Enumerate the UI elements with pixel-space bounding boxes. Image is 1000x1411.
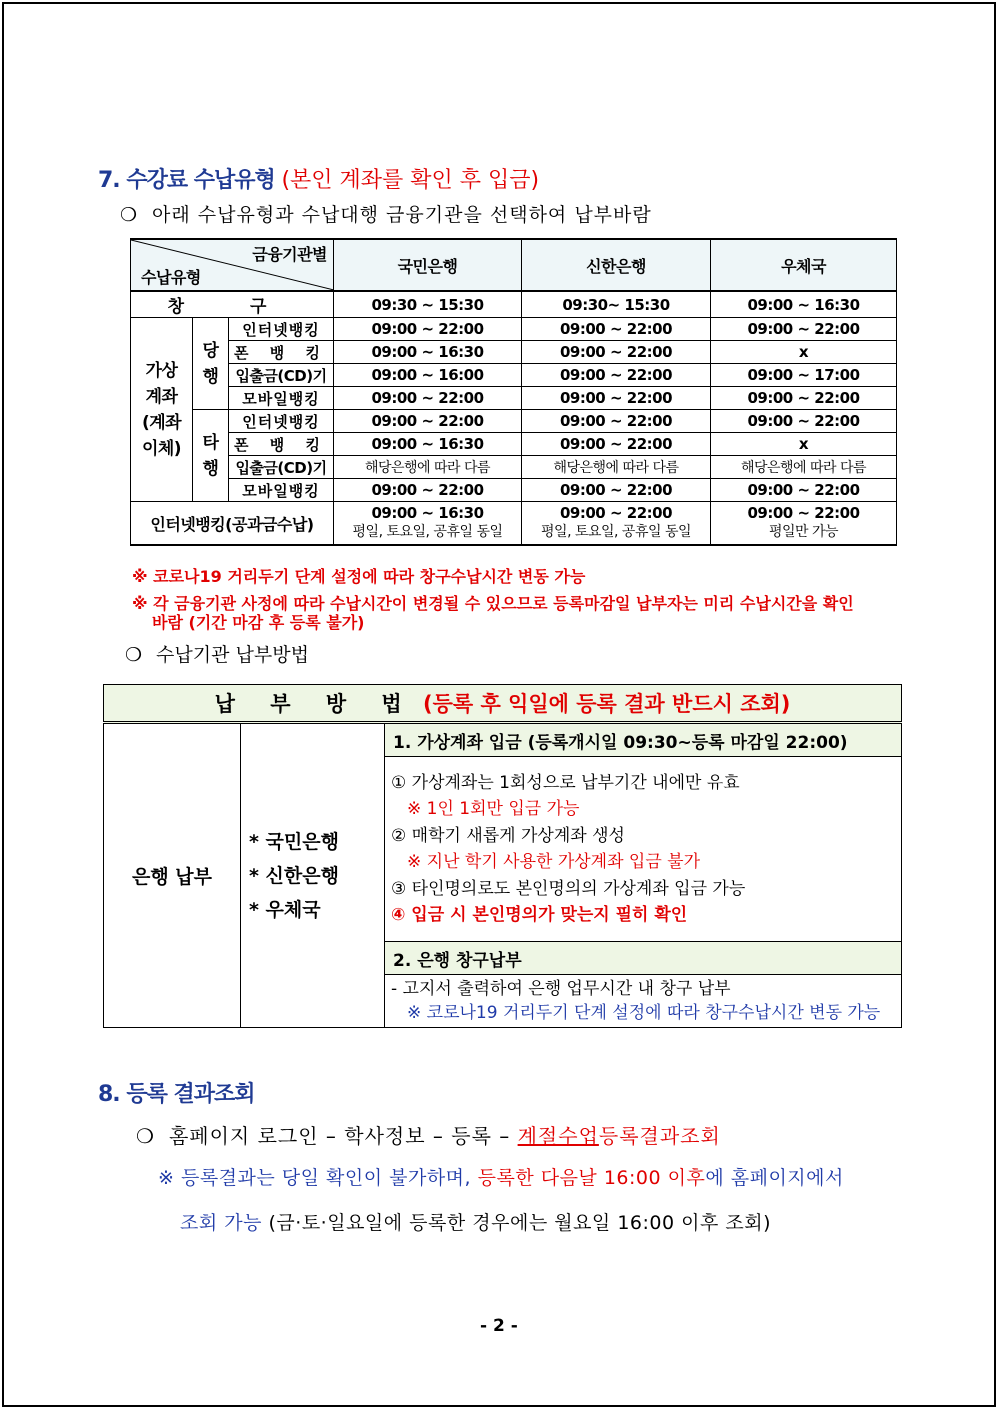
virtual-item-3: ③ 타인명의로도 본인명의의 가상계좌 입금 가능: [391, 878, 746, 899]
same-method-0: 인터넷뱅킹: [229, 318, 334, 341]
other-value-2-0: 해당은행에 따라 다름: [334, 456, 522, 479]
same-method-2: 입출금(CD)기: [229, 364, 334, 387]
section8-number: 8.: [98, 1082, 120, 1107]
result-note-1c: 에 홈페이지에서: [705, 1167, 844, 1189]
same-value-3-2: 09:00 ~ 22:00: [711, 387, 897, 410]
section8-title: 등록 결과조회: [126, 1082, 255, 1107]
other-value-3-0: 09:00 ~ 22:00: [334, 479, 522, 502]
result-path-end: 등록결과조회: [598, 1124, 721, 1148]
circle-bullet-icon: ❍: [125, 644, 143, 666]
other-value-0-1: 09:00 ~ 22:00: [522, 410, 711, 433]
same-value-0-2: 09:00 ~ 22:00: [711, 318, 897, 341]
same-value-3-1: 09:00 ~ 22:00: [522, 387, 711, 410]
page-number: - 2 -: [480, 1316, 518, 1336]
window-hours-kb: 09:30 ~ 15:30: [334, 291, 522, 318]
other-value-0-0: 09:00 ~ 22:00: [334, 410, 522, 433]
other-value-3-2: 09:00 ~ 22:00: [711, 479, 897, 502]
payment-method-table: [103, 684, 902, 1028]
same-value-3-0: 09:00 ~ 22:00: [334, 387, 522, 410]
virtual-item-2-note: ※ 지난 학기 사용한 가상계좌 입금 불가: [407, 852, 700, 872]
same-value-2-0: 09:00 ~ 16:00: [334, 364, 522, 387]
same-method-3: 모바일뱅킹: [229, 387, 334, 410]
section7-title-note: (본인 계좌를 확인 후 입금): [281, 168, 540, 193]
virtual-account-label: 가상 계좌 (계좌 이체): [131, 318, 193, 502]
same-method-1: 폰 뱅 킹: [229, 341, 334, 364]
payment-bank-post: * 우체국: [249, 898, 321, 921]
other-bank-label: 타 행: [193, 410, 229, 502]
other-value-2-1: 해당은행에 따라 다름: [522, 456, 711, 479]
result-path-start: 홈페이지 로그인 – 학사정보 – 등록 –: [168, 1124, 518, 1148]
same-value-0-1: 09:00 ~ 22:00: [522, 318, 711, 341]
public-hours-post: 09:00 ~ 22:00: [747, 504, 860, 522]
same-value-1-1: 09:00 ~ 22:00: [522, 341, 711, 364]
result-note-2b: (금·토·일요일에 등록한 경우에는 월요일 16:00 이후 조회): [268, 1212, 771, 1234]
public-cell-post: [711, 502, 897, 546]
bank-window-item: - 고지서 출력하여 은행 업무시간 내 창구 납부: [391, 979, 731, 999]
public-days-kb: 평일, 토요일, 공휴일 동일: [352, 524, 503, 540]
payment-method-heading-text: 수납기관 납부방법: [156, 644, 309, 666]
result-note-line2: [180, 1208, 771, 1235]
other-method-1: 폰 뱅 킹: [229, 433, 334, 456]
public-hours-kb: 09:00 ~ 16:30: [371, 504, 484, 522]
public-days-post: 평일만 가능: [768, 524, 839, 540]
public-hours-shinhan: 09:00 ~ 22:00: [560, 504, 673, 522]
virtual-item-2: ② 매학기 새롭게 가상계좌 생성: [391, 825, 625, 846]
payment-method-heading: [125, 640, 309, 667]
table1-corner-cell: [131, 239, 334, 291]
window-hours-post: 09:00 ~ 16:30: [711, 291, 897, 318]
note-deadline-2: 바람 (기간 마감 후 등록 불가): [152, 613, 365, 632]
section7-title: 수강료 수납유형: [126, 168, 275, 193]
virtual-item-1-note: ※ 1인 1회만 입금 가능: [407, 799, 580, 819]
note-covid: ※ 코로나19 거리두기 단계 설정에 따라 창구수납시간 변동 가능: [132, 567, 586, 586]
other-method-2: 입출금(CD)기: [229, 456, 334, 479]
other-value-1-2: x: [711, 433, 897, 456]
same-bank-label: 당 행: [193, 318, 229, 410]
bank-window-items: [385, 975, 902, 1028]
bank-window-note: ※ 코로나19 거리두기 단계 설정에 따라 창구수납시간 변동 가능: [407, 1003, 881, 1023]
section7-intro-text: 아래 수납유형과 수납대행 금융기관을 선택하여 납부바람: [152, 204, 652, 226]
virtual-account-title: 1. 가상계좌 입금 (등록개시일 09:30~등록 마감일 22:00): [385, 723, 902, 757]
public-days-shinhan: 평일, 토요일, 공휴일 동일: [541, 524, 692, 540]
same-value-2-2: 09:00 ~ 17:00: [711, 364, 897, 387]
section7-intro: [120, 200, 652, 227]
bank-header-kb: 국민은행: [334, 239, 522, 291]
other-value-1-0: 09:00 ~ 16:30: [334, 433, 522, 456]
public-cell-shinhan: [522, 502, 711, 546]
circle-bullet-icon: ❍: [136, 1124, 155, 1148]
table1-corner-top: 금융기관별: [252, 245, 328, 264]
same-value-2-1: 09:00 ~ 22:00: [522, 364, 711, 387]
public-cell-kb: [334, 502, 522, 546]
result-note-1a: ※ 등록결과는 당일 확인이 불가하며,: [158, 1167, 472, 1189]
circle-bullet-icon: ❍: [120, 204, 139, 226]
payment-bank-kb: * 국민은행: [249, 830, 339, 853]
virtual-item-1: ① 가상계좌는 1회성으로 납부기간 내에만 유효: [391, 772, 740, 793]
result-path: [136, 1120, 721, 1149]
bank-header-post: 우체국: [711, 239, 897, 291]
other-value-3-1: 09:00 ~ 22:00: [522, 479, 711, 502]
section7-number: 7.: [98, 168, 120, 193]
section8-heading: [98, 1077, 255, 1108]
other-value-1-1: 09:00 ~ 22:00: [522, 433, 711, 456]
public-payment-label: 인터넷뱅킹(공과금수납): [131, 502, 334, 546]
same-value-1-0: 09:00 ~ 16:30: [334, 341, 522, 364]
other-value-0-2: 09:00 ~ 22:00: [711, 410, 897, 433]
other-method-3: 모바일뱅킹: [229, 479, 334, 502]
virtual-item-4: ④ 입금 시 본인명의가 맞는지 필히 확인: [391, 905, 688, 925]
bank-window-title: 2. 은행 창구납부: [385, 942, 902, 975]
section7-heading: [98, 163, 539, 194]
result-note-2a: 조회 가능: [180, 1212, 262, 1234]
result-note-1b: 등록한 다음날 16:00 이후: [477, 1167, 706, 1189]
other-method-0: 인터넷뱅킹: [229, 410, 334, 433]
table2-header: [104, 685, 902, 723]
same-value-0-0: 09:00 ~ 22:00: [334, 318, 522, 341]
table1-corner-bottom: 수납유형: [141, 268, 201, 287]
result-note-line1: [158, 1163, 844, 1190]
table2-header-main: 납 부 방 법: [214, 692, 416, 716]
table2-header-note: (등록 후 익일에 등록 결과 반드시 조회): [423, 692, 791, 716]
bank-header-shinhan: 신한은행: [522, 239, 711, 291]
payment-bank-shinhan: * 신한은행: [249, 864, 339, 887]
virtual-account-items: [385, 757, 902, 942]
payment-banks-cell: [241, 723, 385, 1028]
payment-hours-table: [130, 238, 897, 546]
result-path-highlight: 계절수업: [517, 1124, 599, 1148]
bank-payment-label: 은행 납부: [104, 723, 241, 1028]
note-deadline-1: ※ 각 금융기관 사정에 따라 수납시간이 변경될 수 있으므로 등록마감일 납부자는 미리 수납시간을 확인: [132, 594, 854, 613]
window-label: 창 구: [131, 291, 334, 318]
other-value-2-2: 해당은행에 따라 다름: [711, 456, 897, 479]
window-hours-shinhan: 09:30~ 15:30: [522, 291, 711, 318]
same-value-1-2: x: [711, 341, 897, 364]
